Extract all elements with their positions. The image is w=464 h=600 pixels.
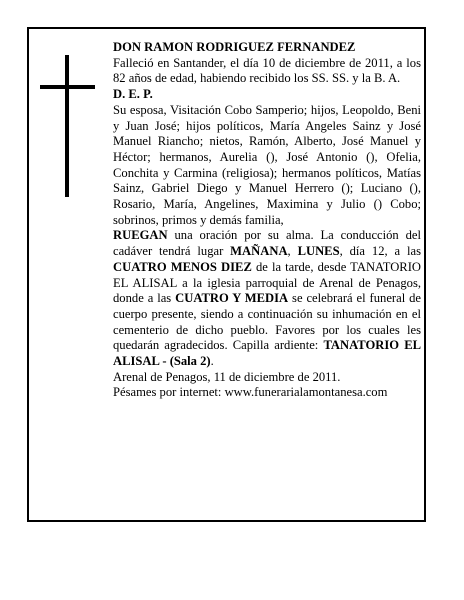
funeral-time: CUATRO Y MEDIA (175, 291, 289, 306)
cross-vertical-bar (65, 55, 69, 197)
funeral-request: RUEGAN una oración por su alma. La conducción del cadáver tendrá lugar MAÑANA, LUNES, día 12, a las CUATRO MENOS DIEZ de la tarde, desde TANATORIO EL ALISAL a la iglesia parroquial de Arenal de Penagos, donde a las CUATRO Y MEDIA se celebrará el funeral de cuerpo presente, siendo a continuación su inhumación en el cementerio de dicho pueblo. Favores por los cuales les quedarán agradecidos. Capilla ardiente: TANATORIO EL ALISAL - (Sala 2). (113, 228, 422, 369)
cross-icon (40, 55, 95, 197)
family-list: Su esposa, Visitación Cobo Samperio; hijos, Leopoldo, Beni y Juan José; hijos políticos, María Angeles Sainz y José Manuel Riancho; nietos, Ramón, Alberto, José Manuel y Héctor; hermanos, Aurelia (), José Antonio (), Ofelia, Conchita y Carmina (religiosa); hermanos políticos, Matías Sainz, Gabriel Diego y Manuel Herrero (); Luciano (), Rosario, María, Angelines, Maximina y Julio () Cobo; sobrinos, primos y demás familia, (113, 102, 421, 227)
cross-horizontal-bar (40, 85, 95, 89)
notice-text (113, 40, 421, 401)
ruegan-word: RUEGAN (113, 228, 168, 243)
place-date: Arenal de Penagos, 11 de diciembre de 2011. (113, 369, 341, 384)
death-details: Falleció en Santander, el día 10 de diciembre de 2011, a los 82 años de edad, habiendo recibido los SS. SS. y la B. A. (113, 55, 421, 86)
departure-time: CUATRO MENOS DIEZ (113, 259, 252, 274)
manana-word: MAÑANA (230, 244, 288, 259)
dep-heading: D. E. P. (113, 87, 153, 102)
condolences-line: Pésames por internet: www.funerarialamontanesa.com (113, 385, 388, 400)
chapel-location: TANATORIO EL ALISAL - (Sala 2) (113, 338, 421, 369)
deceased-name: DON RAMON RODRIGUEZ FERNANDEZ (113, 40, 356, 54)
lunes-word: LUNES (297, 244, 340, 259)
